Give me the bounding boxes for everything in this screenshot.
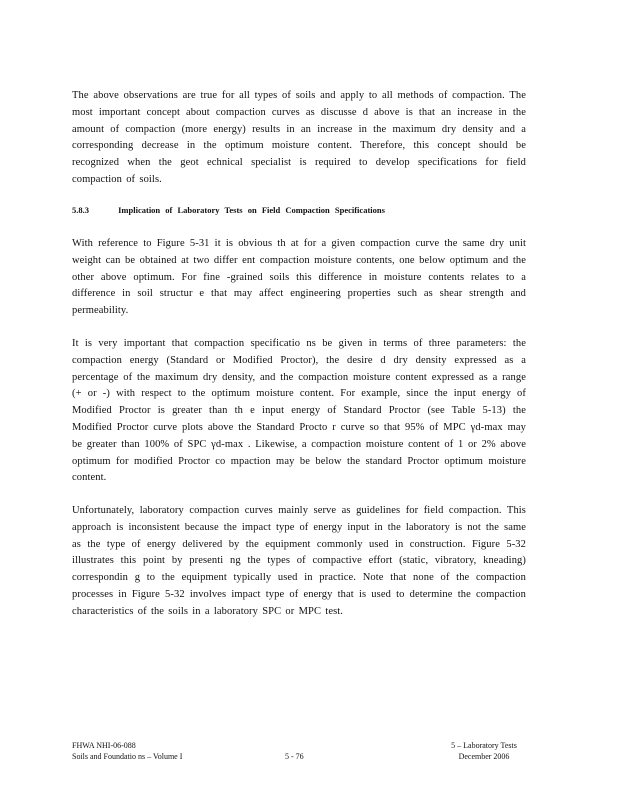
paragraph-laboratory-limitations: Unfortunately, laboratory compaction curves mainly serve as guidelines for field compaction. This approach is inconsistent because the impact type of energy input in the laboratory is not the same as the type of energy delivered by the equipment commonly used in construction. Figure 5-32 illustrates this point by presenti ng the types of compactive effort (static, vibratory, kneading) correspondin g to the equipment typically used in practice. Note that none of the compaction processes in Figure 5-32 involves impact type of energy that is used to determine the compaction characteristics of the soils in a laboratory SPC or MPC test. [72,505,526,617]
paragraph-specification-parameters: It is very important that compaction specificatio ns be given in terms of three parameters: the compaction energy (Standard or Modified Proctor), the desire d dry density expressed as a percentage of the maximum dry density, and the compaction moisture content expressed as a range (+ or -) with respect to the optimum moisture content. For example, since the input energy of Modified Proctor is greater than th e input energy of Standard Proctor (see Table 5-13) the Modified Proctor curve plots above the Standard Procto r curve so that 95% of MPC γd-max may be greater than 100% of SPC γd-max . Likewise, a compaction moisture content of 1 or 2% above optimum for modified Proctor co mpaction may be below the standard Proctor optimum moisture content. [72,338,526,484]
footer-left [72,741,182,762]
section-heading [72,205,526,215]
footer-date: December 2006 [458,751,510,761]
footer-publication-title: Soils and Foundatio ns – Volume I [72,751,183,761]
section-title: Implication of Laboratory Tests on Field Compaction Specifications [118,205,385,215]
paragraph-figure-reference: With reference to Figure 5-31 it is obvious th at for a given compaction curve the same dry unit weight can be obtained at two differ ent compaction moisture contents, one below optimum and the other above optimum. For fine -grained soils this difference in moisture contents relates to a difference in soil structur e that may affect engineering properties such as shear strength and permeability. [72,238,526,317]
footer-chapter: 5 – Laboratory Tests [451,741,517,750]
footer-publication-id: FHWA NHI-06-088 [72,741,136,750]
footer-right [444,741,524,762]
footer-page-number [285,752,304,763]
page-number: 5 - 76 [285,752,304,761]
paragraph-compaction-observations: The above observations are true for all types of soils and apply to all methods of compaction. The most important concept about compaction curves as discusse d above is that an increase in the amount of compaction (more energy) results in an increase in the maximum dry density and a corresponding decrease in the optimum moisture content. Therefore, this concept should be recognized when the geot echnical specialist is required to develop specifications for field compaction of soils. [72,90,526,185]
section-number: 5.8.3 [72,205,89,215]
